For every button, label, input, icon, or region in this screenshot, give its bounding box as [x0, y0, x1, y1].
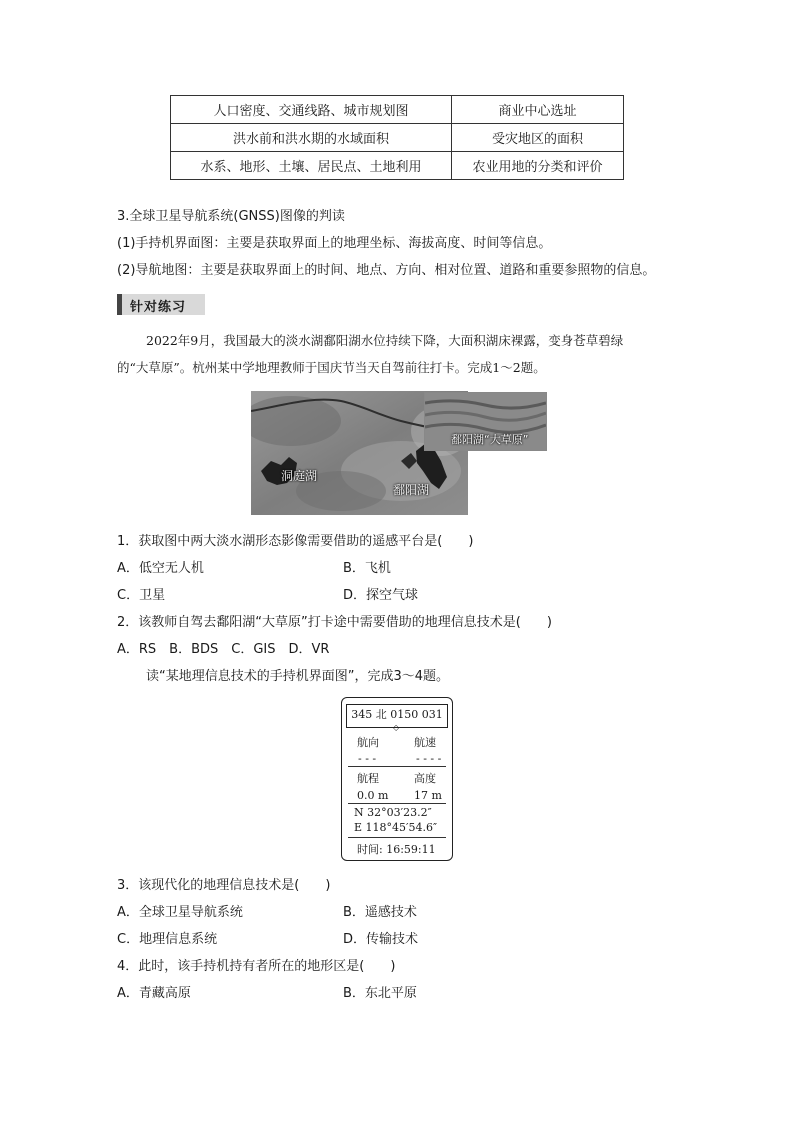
passage-line-2: 的“大草原”。杭州某中学地理教师于国庆节当天自驾前往打卡。完成1～2题。: [117, 360, 546, 375]
table-row: [171, 124, 624, 152]
table-cell: 洪水前和洪水期的水域面积: [171, 124, 452, 152]
section-tag: [117, 294, 205, 315]
table-cell: 农业用地的分类和评价: [452, 152, 624, 180]
table-row: [171, 152, 624, 180]
device-label-distance: 航程: [357, 772, 379, 785]
device-value-altitude: 17 m: [414, 789, 442, 802]
gnss-item-navigation: (2)导航地图：主要是获取界面上的时间、地点、方向、相对位置、道路和重要参照物的信息。: [117, 263, 656, 278]
question-3-option-b: B．遥感技术: [343, 905, 417, 920]
device-label-speed: 航速: [414, 736, 436, 749]
section-tag-bar: [117, 294, 122, 315]
question-3-stem: 3．该现代化的地理信息技术是( ): [117, 878, 331, 893]
question-1-option-c: C．卫星: [117, 588, 166, 603]
device-label-heading: 航向: [357, 736, 379, 749]
question-1-option-d: D．探空气球: [343, 588, 419, 603]
device-value-speed: - - - -: [416, 752, 442, 765]
inset-photo: [424, 392, 547, 451]
question-1-stem: 1．获取图中两大淡水湖形态影像需要借助的遥感平台是( ): [117, 534, 474, 549]
question-3-option-d: D．传输技术: [343, 932, 419, 947]
question-1-option-b: B．飞机: [343, 561, 391, 576]
question-3-option-c: C．地理信息系统: [117, 932, 218, 947]
device-time: 时间: 16:59:11: [357, 843, 436, 856]
device-longitude: E 118°45′54.6″: [354, 821, 438, 834]
questions-3-4-intro: 读“某地理信息技术的手持机界面图”，完成3～4题。: [146, 669, 450, 684]
device-divider: [348, 837, 446, 838]
device-indicator-icon: ◇: [393, 723, 400, 732]
table-cell: 水系、地形、土壤、居民点、土地利用: [171, 152, 452, 180]
gnss-heading: 3.全球卫星导航系统(GNSS)图像的判读: [117, 209, 345, 224]
question-4-stem: 4．此时，该手持机持有者所在的地形区是( ): [117, 959, 396, 974]
gnss-item-handheld: (1)手持机界面图：主要是获取界面上的地理坐标、海拔高度、时间等信息。: [117, 236, 552, 251]
device-label-altitude: 高度: [414, 772, 436, 785]
question-4-option-b: B．东北平原: [343, 986, 417, 1001]
gis-application-table: [170, 95, 624, 180]
passage-line-1: 2022年9月，我国最大的淡水湖鄱阳湖水位持续下降，大面积湖床裸露，变身苍草碧绿: [146, 333, 624, 348]
question-4-option-a: A．青藏高原: [117, 986, 191, 1001]
handheld-device-screen: [341, 697, 453, 861]
table-cell: 人口密度、交通线路、城市规划图: [171, 96, 452, 124]
question-2-options: A．RS B．BDS C．GIS D．VR: [117, 642, 330, 657]
device-divider: [348, 766, 446, 767]
table-row: [171, 96, 624, 124]
table-cell: 商业中心选址: [452, 96, 624, 124]
map-label-poyang: 鄱阳湖: [393, 483, 430, 497]
table-cell: 受灾地区的面积: [452, 124, 624, 152]
question-2-stem: 2．该教师自驾去鄱阳湖“大草原”打卡途中需要借助的地理信息技术是( ): [117, 615, 552, 630]
device-top-readout: 345 北 0150 031: [346, 704, 448, 728]
map-label-inset: 鄱阳湖“大草原”: [451, 433, 529, 446]
device-value-heading: - - -: [358, 752, 377, 765]
question-3-option-a: A．全球卫星导航系统: [117, 905, 243, 920]
question-1-option-a: A．低空无人机: [117, 561, 204, 576]
device-divider: [348, 803, 446, 804]
device-latitude: N 32°03′23.2″: [354, 806, 432, 819]
map-label-dongting: 洞庭湖: [281, 469, 318, 483]
section-tag-label: 针对练习: [130, 300, 187, 315]
device-value-distance: 0.0 m: [357, 789, 389, 802]
